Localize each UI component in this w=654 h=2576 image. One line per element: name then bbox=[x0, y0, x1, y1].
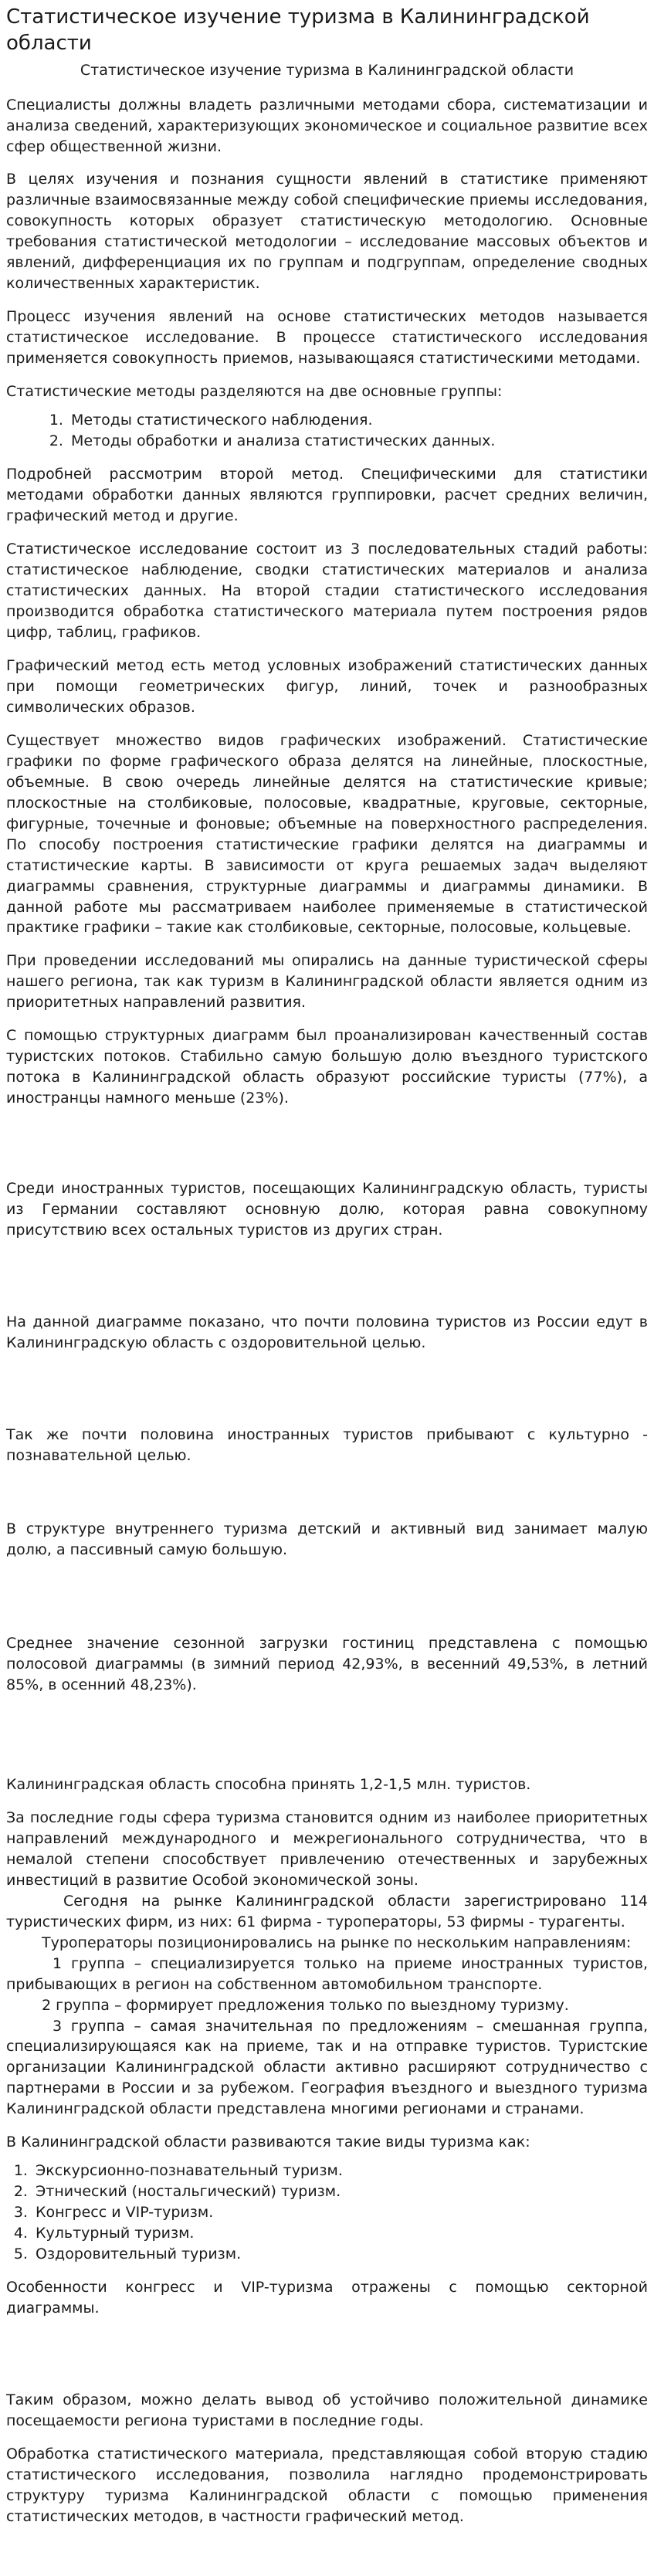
list-item: 4. Культурный туризм. bbox=[32, 2223, 648, 2244]
paragraph-tourist-flow: С помощью структурных диаграмм был проанализирован качественный состав туристских потоков. Стабильно самую большую долю въездного туристского потока в Калининградской область образуют российские туристы (77%), а иностранцы намного меньше (23%). bbox=[6, 1027, 648, 1107]
chart-placeholder bbox=[6, 2331, 648, 2390]
list-item: 1. Методы статистического наблюдения. bbox=[68, 410, 648, 431]
paragraph-group-1: 1 группа – специализируется только на приеме иностранных туристов, прибывающих в регион на собственном автомобильном транспорте. bbox=[6, 1954, 648, 1993]
paragraph-group-2: 2 группа – формирует предложения только по выездному туризму. bbox=[42, 1996, 569, 2014]
paragraph-hotel-load: Среднее значение сезонной загрузки гостиниц представлена с помощью полосовой диаграммы (в зимний период 42,93%, в весенний 49,53%, в летний 85%, в осенний 48,23%). bbox=[6, 1634, 648, 1693]
paragraph-domestic-structure: В структуре внутреннего туризма детский и активный вид занимает малую долю, а пассивный самую большую. bbox=[6, 1520, 648, 1558]
list-item: 5. Оздоровительный туризм. bbox=[32, 2244, 648, 2265]
article-subtitle: Статистическое изучение туризма в Калининградской области bbox=[80, 61, 574, 79]
chart-placeholder bbox=[6, 1253, 648, 1312]
paragraph-conclusion: Таким образом, можно делать вывод об устойчиво положительной динамике посещаемости региона туристами в последние годы. bbox=[6, 2391, 648, 2430]
chart-placeholder bbox=[6, 1366, 648, 1425]
paragraph-capacity: Калининградская область способна принять 1,2-1,5 млн. туристов. bbox=[6, 1775, 531, 1793]
chart-placeholder bbox=[6, 1479, 648, 1519]
page-title: Статистическое изучение туризма в Калининградской области bbox=[6, 5, 590, 55]
paragraph-tourism-types: В Калининградской области развиваются такие виды туризма как: bbox=[6, 2134, 530, 2151]
paragraph-intro: Специалисты должны владеть различными методами сбора, систематизации и анализа сведений, характеризующих экономическое и социальное развитие всех сфер общественной жизни. bbox=[6, 96, 648, 155]
article bbox=[0, 5, 654, 2527]
paragraph-research-stages: Статистическое исследование состоит из 3 последовательных стадий работы: статистическое наблюдение, сводки статистических материалов и анализа статистических данных. На второй стадии статистического исследования производится обработка статистического материала путем построения рядов цифр, таблиц, графиков. bbox=[6, 541, 648, 641]
chart-placeholder bbox=[6, 1573, 648, 1633]
tourism-types-list bbox=[6, 2161, 648, 2265]
paragraph-research-process: Процесс изучения явлений на основе статистических методов называется статистическое исследование. В процессе статистического исследования применяется совокупность приемов, называющаяся статистическими методами. bbox=[6, 308, 648, 368]
paragraph-priority: За последние годы сфера туризма становится одним из наиболее приоритетных направлений международного и межрегионального сотрудничества, что в немалой степени способствует привлечению отечественных и зарубежных инвестиций в развитие Особой экономической зоны. bbox=[6, 1808, 648, 1889]
paragraph-foreign-tourists: Среди иностранных туристов, посещающих Калининградскую область, туристы из Германии составляют основную долю, которая равна совокупному присутствию всех остальных туристов из других стран. bbox=[6, 1180, 648, 1239]
chart-placeholder bbox=[6, 1708, 648, 1774]
list-item: 1. Экскурсионно-познавательный туризм. bbox=[32, 2161, 648, 2181]
list-item: 2. Методы обработки и анализа статистических данных. bbox=[68, 431, 648, 452]
paragraph-chart-types: Существует множество видов графических изображений. Статистические графики по форме графического образа делятся на линейные, плоскостные, объемные. В свою очередь линейные делятся на статистические кривые; плоскостные на столбиковые, полосовые, квадратные, круговые, секторные, фигурные, точечные и фоновые; объемные на поверхностного распределения. По способу построения статистические графики делятся на диаграммы и статистические карты. В зависимости от круга решаемых задач выделяют диаграммы сравнения, структурные диаграммы и диаграммы динамики. В данной работе мы рассматриваем наиболее применяемые в статистической практике графики – такие как столбиковые, секторные, полосовые, кольцевые. bbox=[6, 731, 648, 937]
paragraph-russian-purpose: На данной диаграмме показано, что почти половина туристов из России едут в Калининградскую область с оздоровительной целью. bbox=[6, 1313, 648, 1352]
paragraph-second-method: Подробней рассмотрим второй метод. Специфическими для статистики методами обработки данных являются группировки, расчет средних величин, графический метод и другие. bbox=[6, 466, 648, 525]
paragraph-vip: Особенности конгресс и VIP-туризма отражены с помощью секторной диаграммы. bbox=[6, 2279, 648, 2317]
paragraph-summary: Обработка статистического материала, представляющая собой вторую стадию статистического исследования, позволила наглядно продемонстрировать структуру туризма Калининградской области с помощью применения статистических методов, в частности графический метод. bbox=[6, 2446, 648, 2525]
list-item: 3. Конгресс и VIP-туризм. bbox=[32, 2202, 648, 2223]
paragraph-method-groups: Статистические методы разделяются на две основные группы: bbox=[6, 383, 503, 401]
paragraph-foreign-purpose: Так же почти половина иностранных туристов прибывают с культурно - познавательной целью. bbox=[6, 1426, 648, 1465]
paragraph-methodology: В целях изучения и познания сущности явлений в статистике применяют различные взаимосвязанные между собой специфические приемы исследования, совокупность которых образует статистическую методологию. Основные требования статистической методологии – исследование массовых объектов и явлений, дифференциация их по группам и подгруппам, определение сводных количественных характеристик. bbox=[6, 171, 648, 293]
paragraph-regional-data: При проведении исследований мы опирались на данные туристической сферы нашего региона, так как туризм в Калининградской области является одним из приоритетных направлений развития. bbox=[6, 952, 648, 1012]
paragraph-graphic-method: Графический метод есть метод условных изображений статистических данных при помощи геометрических фигур, линий, точек и разнообразных символических образов. bbox=[6, 656, 648, 716]
method-groups-list bbox=[6, 410, 648, 452]
paragraph-group-3: 3 группа – самая значительная по предложениям – смешанная группа, специализирующаяся как на приеме, так и на отправке туристов. Туристские организации Калининградской области активно расширяют сотрудничество с партнерами в России и за рубежом. География въездного и выездного туризма Калининградской области представлена многими регионами и странами. bbox=[6, 2017, 648, 2118]
chart-placeholder bbox=[6, 1121, 648, 1178]
paragraph-firms: Сегодня на рынке Калининградской области зарегистрировано 114 туристических фирм, из них: 61 фирма - туроператоры, 53 фирмы - турагенты. bbox=[6, 1892, 648, 1930]
paragraph-operators: Туроператоры позиционировались на рынке по нескольким направлениям: bbox=[42, 1934, 632, 1951]
list-item: 2. Этнический (ностальгический) туризм. bbox=[32, 2181, 648, 2202]
